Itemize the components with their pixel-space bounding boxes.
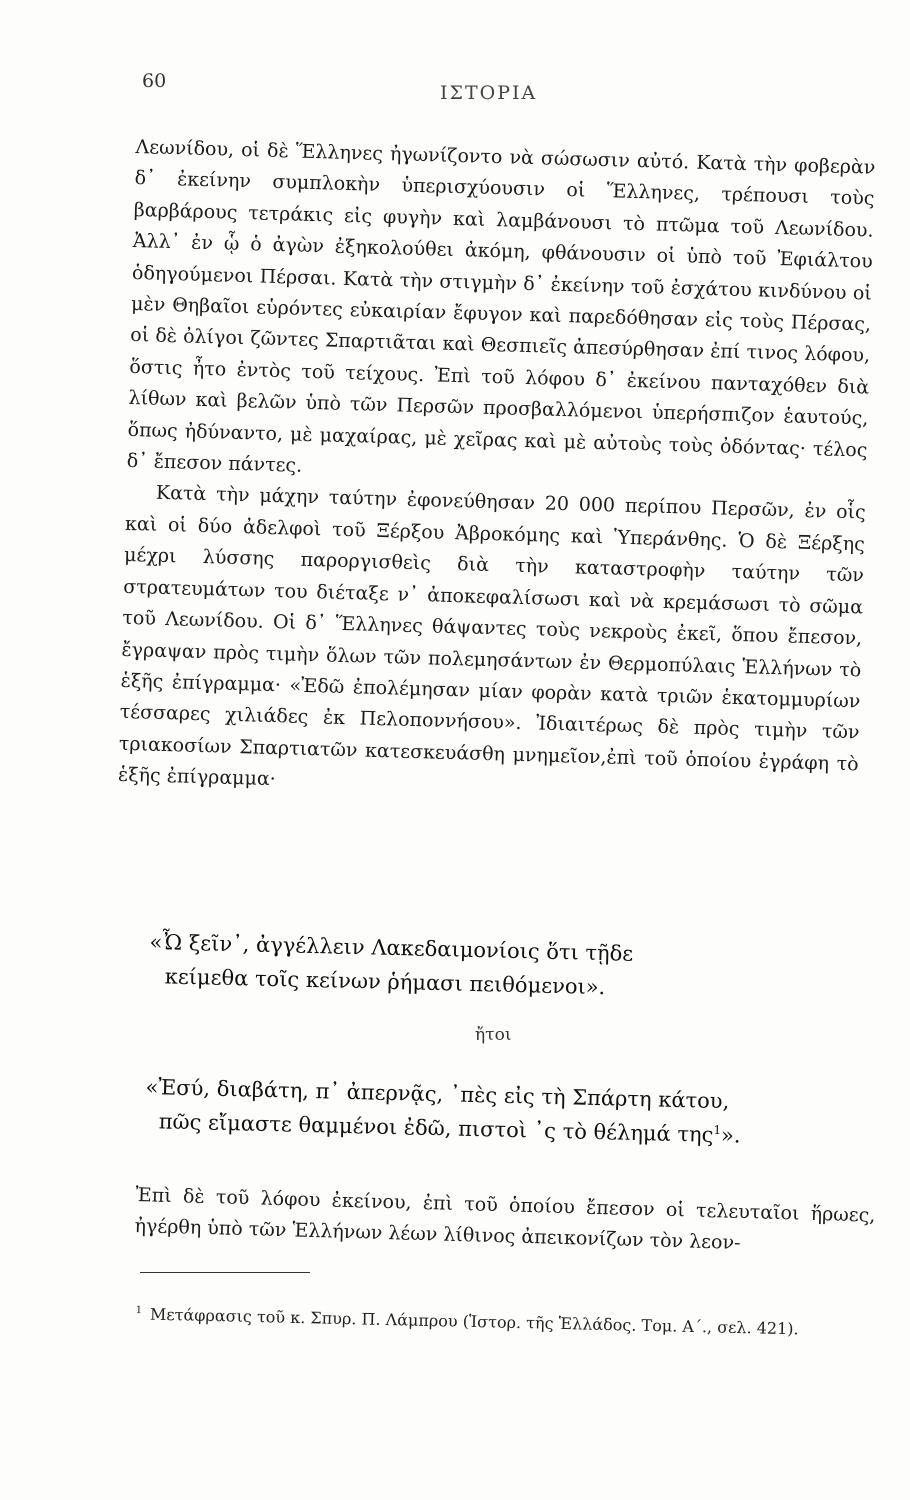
- modern-translation-line-2-text: πῶς εἴμαστε θαμμένοι ἐδῶ, πιστοὶ ᾽ς τὸ θέλημά της: [158, 1109, 714, 1147]
- ancient-epigram: [148, 925, 633, 1005]
- main-text: [118, 132, 876, 812]
- modern-translation: [144, 1070, 741, 1153]
- footnote: [135, 1297, 876, 1345]
- page-number: 60: [142, 70, 167, 92]
- paragraph-2: Κατὰ τὴν μάχην ταύτην ἐφονεύθησαν 20 000 περίπου Περσῶν, ἐν οἷς καὶ οἱ δύο ἀδελφοὶ τοῦ Ξέρξου Ἀβροκόμης καὶ Ὑπεράνθης. Ὁ δὲ Ξέρξης μέχρι λύσσης παροργισθεὶς διὰ τὴν καταστροφὴν ταύτην τῶν στρατευμάτων του διέταξε ν᾽ ἀποκεφαλίσωσι καὶ νὰ κρεμάσωσι τὸ σῶμα τοῦ Λεωνίδου. Οἱ δ᾽ Ἕλληνες θάψαντες τοὺς νεκροὺς ἐκεῖ, ὅπου ἔπεσον, ἔγραψαν πρὸς τιμὴν ὅλων τῶν πολεμησάντων ἐν Θερμοπύλαις Ἑλλήνων τὸ ἑξῆς ἐπίγραμμα· «Ἐδῶ ἐπολέμησαν μίαν φορὰν κατὰ τριῶν ἑκατομμυρίων τέσσαρες χιλιάδες ἐκ Πελοποννήσου». Ἰδιαιτέρως δὲ πρὸς τιμὴν τῶν τριακοσίων Σπαρτιατῶν κατεσκευάσθη μνημεῖον,ἐπὶ τοῦ ὁποίου ἐγράφη τὸ ἑξῆς ἐπίγραμμα·: [117, 482, 866, 791]
- paragraph-1: Λεωνίδου, οἱ δὲ Ἕλληνες ἠγωνίζοντο νὰ σώσωσιν αὐτό. Κατὰ τὴν φοβερὰν δ᾽ ἐκείνην συμπλοκὴν ὑπερισχύουσιν οἱ Ἕλληνες, τρέπουσι τοὺς βαρβάρους τετράκις εἰς φυγὴν καὶ λαμβάνουσι τὸ πτῶμα τοῦ Λεωνίδου. Ἀλλ᾽ ἐν ᾧ ὁ ἀγὼν ἐξηκολούθει ἀκόμη, φθάνουσιν οἱ ὑπὸ τοῦ Ἐφιάλτου ὁδηγούμενοι Πέρσαι. Κατὰ τὴν στιγμὴν δ᾽ ἐκείνην τοῦ ἐσχάτου κινδύνου οἱ μὲν Θηβαῖοι εὑρόντες εὐκαιρίαν ἔφυγον καὶ παρεδόθησαν εἰς τοὺς Πέρσας, οἱ δὲ ὀλίγοι ζῶντες Σπαρτιᾶται καὶ Θεσπιεῖς ἀπεσύρθησαν ἐπί τινος λόφου, ὅστις ἦτο ἐντὸς τοῦ τείχους. Ἐπὶ τοῦ λόφου δ᾽ ἐκείνου πανταχόθεν διὰ λίθων καὶ βελῶν ὑπὸ τῶν Περσῶν προσβαλλόμενοι ὑπερήσπιζον ἑαυτούς, ὅπως ἠδύναντο, μὲ μαχαίρας, μὲ χεῖρας καὶ μὲ αὐτοὺς τοὺς ὀδόντας· τέλος δ᾽ ἔπεσον πάντες.: [126, 135, 876, 477]
- footnote-text: Μετάφρασις τοῦ κ. Σπυρ. Π. Λάμπρου (Ἱστορ. τῆς Ἑλλάδος. Τομ. Α΄., σελ. 421).: [149, 1304, 799, 1339]
- ancient-epigram-line-1: «Ὦ ξεῖν᾽, ἀγγέλλειν Λακεδαιμονίοις ὅτι τῇδε: [149, 929, 634, 966]
- footnote-divider: [140, 1272, 310, 1273]
- footnote-mark: 1: [135, 1304, 143, 1317]
- footnote-reference: 1: [713, 1122, 722, 1138]
- ancient-epigram-line-2: κείμεθα τοῖς κείνων ῥήμασι πειθόμενοι».: [164, 964, 606, 1000]
- closing-paragraph: Ἐπὶ δὲ τοῦ λόφου ἐκείνου, ἐπὶ τοῦ ὁποίου ἔπεσον οἱ τελευταῖοι ἥρωες, ἠγέρθη ὑπὸ τῶν Ἑλλήνων λέων λίθινος ἀπεικονίζων τὸν λεον-: [134, 1183, 876, 1255]
- modern-translation-line-2-end: ».: [720, 1123, 741, 1148]
- closing-text: [134, 1180, 875, 1263]
- modern-translation-line-1: «Ἐσύ, διαβάτη, π᾽ ἀπερνᾷς, ᾽πὲς εἰς τὴ Σπάρτη κάτου,: [145, 1074, 730, 1114]
- connector-word: ἤτοι: [475, 1025, 512, 1045]
- running-head: ΙΣΤΟΡΙΑ: [440, 82, 538, 104]
